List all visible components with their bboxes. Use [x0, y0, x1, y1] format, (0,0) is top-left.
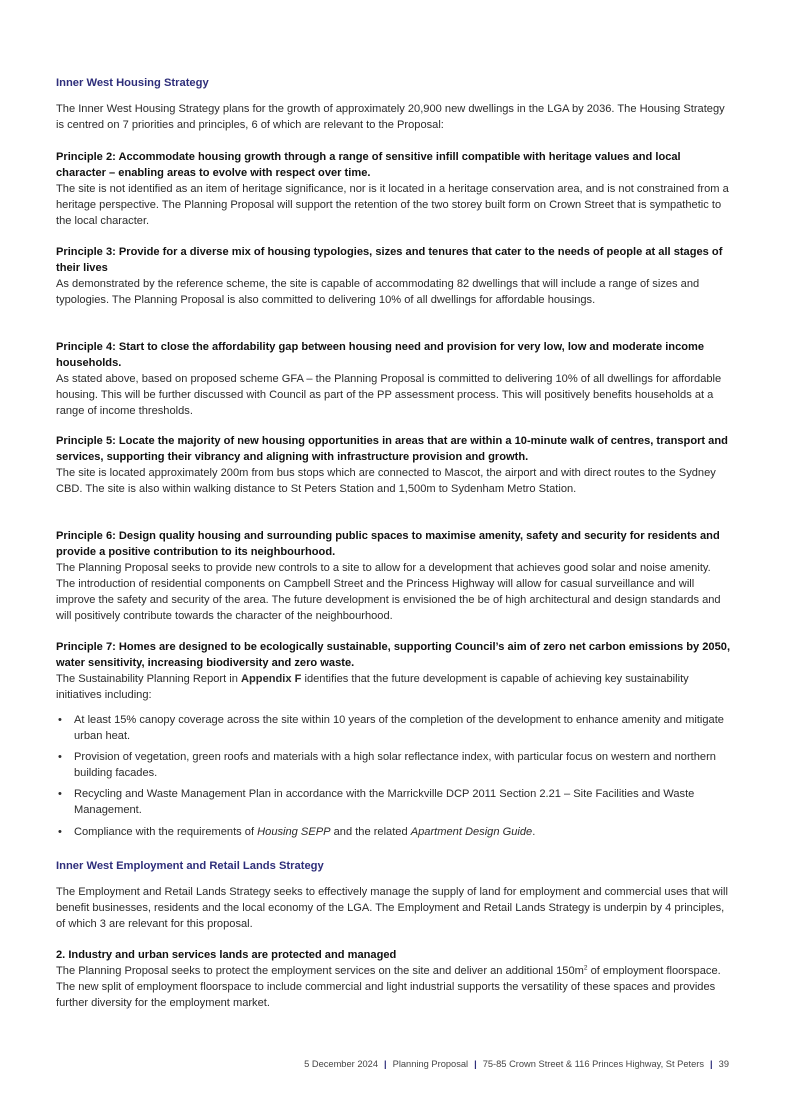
document-title-italic: Apartment Design Guide: [410, 825, 533, 838]
principle-title: Principle 6: Design quality housing and surrounding public spaces to maximise amenity, safety and security for residents and provide a positive contribution to its neighbourhood.: [56, 530, 720, 558]
page-number: 39: [718, 1059, 729, 1069]
housing-strategy-heading: Inner West Housing Strategy: [56, 77, 209, 89]
employment-strategy-heading: Inner West Employment and Retail Lands Strategy: [56, 860, 324, 872]
footer-separator: |: [710, 1059, 713, 1069]
footer-address: 75-85 Crown Street & 116 Princes Highway, St Peters: [482, 1059, 705, 1069]
principle-7: [56, 640, 732, 704]
principle-title: Principle 2: Accommodate housing growth through a range of sensitive infill compatible with heritage values and local character – enabling areas to evolve with respect over time.: [56, 151, 681, 179]
housing-strategy-intro: The Inner West Housing Strategy plans for the growth of approximately 20,900 new dwellings in the LGA by 2036. The Housing Strategy is centred on 7 priorities and principles, 6 of which are relevant to the Proposal:: [56, 103, 725, 131]
footer-doc-title: Planning Proposal: [392, 1059, 469, 1069]
employment-strategy-intro: The Employment and Retail Lands Strategy seeks to effectively manage the supply of land for employment and commercial uses that will benefit businesses, residents and the local economy of the LGA. The Employment and Retail Lands Strategy is underpin by 4 principles, of which 3 are relevant for this proposal.: [56, 886, 728, 930]
text-segment: of employment floorspace. The new split of employment floorspace to include commercial and light industrial supports the versatility of these spaces and provides further diversity for the employment market.: [56, 964, 721, 1009]
list-item: [56, 750, 732, 782]
bullet-icon: •: [58, 788, 62, 801]
list-item-text: [74, 826, 535, 838]
text-segment: .: [532, 825, 536, 838]
principle-title: Principle 7: Homes are designed to be ecologically sustainable, supporting Council’s aim of zero net carbon emissions by 2050, water sensitivity, increasing biodiversity and zero waste.: [56, 641, 731, 669]
principle-title: Principle 5: Locate the majority of new housing opportunities in areas that are within a 10-minute walk of centres, transport and services, supporting their vibrancy and aligning with infrastructure provision and growth.: [56, 435, 728, 463]
employment-item-2: [56, 948, 732, 1012]
list-item: [56, 787, 732, 819]
principle-body: [56, 672, 732, 704]
footer-date: 5 December 2024: [304, 1059, 379, 1069]
list-item-text: Provision of vegetation, green roofs and materials with a high solar reflectance index, with particular focus on western and northern building facades.: [74, 751, 716, 780]
list-item: [56, 713, 732, 745]
principle-body: As stated above, based on proposed scheme GFA – the Planning Proposal is committed to delivering 10% of all dwellings for affordable housing. This will be further discussed with Council as part of the PP assessment process. This will positively benefits households at a range of income thresholds.: [56, 372, 722, 417]
list-item-text: At least 15% canopy coverage across the site within 10 years of the completion of the development to enhance amenity and mitigate urban heat.: [74, 714, 724, 742]
item-title: 2. Industry and urban services lands are protected and managed: [56, 949, 397, 961]
principle-5: [56, 434, 732, 498]
appendix-reference: Appendix F: [241, 672, 302, 685]
bullet-icon: •: [58, 751, 62, 764]
principle-title: Principle 3: Provide for a diverse mix of housing typologies, sizes and tenures that cater to the needs of people at all stages of their lives: [56, 246, 723, 274]
bullet-icon: •: [58, 825, 62, 838]
principle-body: The Planning Proposal seeks to provide new controls to a site to allow for a development that achieves good solar and noise amenity. The introduction of residential components on Campbell Street and the Princess Highway will allow for casual surveillance and will improve the safety and security of the area. The future development is envisioned the be of high architectural and design standards and will positively contribute towards the character of the neighbourhood.: [56, 561, 721, 622]
principle-body: As demonstrated by the reference scheme, the site is capable of accommodating 82 dwellings that will include a range of sizes and typologies. The Planning Proposal is also committed to delivering 10% of all dwellings for affordable housings.: [56, 277, 700, 306]
footer-separator: |: [474, 1059, 477, 1069]
body-text: identifies that the future development is capable of achieving key sustainability initiatives including:: [56, 672, 689, 701]
page-footer: [304, 1059, 729, 1069]
text-segment: Compliance with the requirements of: [74, 825, 258, 838]
body-text: The Sustainability Planning Report in: [56, 672, 242, 685]
bullet-icon: •: [58, 714, 62, 726]
principle-4: [56, 340, 732, 420]
sustainability-bullet-list: [56, 713, 732, 846]
footer-separator: |: [384, 1059, 387, 1069]
text-segment: and the related: [330, 825, 411, 838]
list-item: [56, 825, 732, 841]
text-segment: The Planning Proposal seeks to protect the employment services on the site and deliver an additional 150m: [56, 964, 584, 977]
principle-3: [56, 245, 732, 309]
item-body: [56, 964, 732, 1012]
principle-6: [56, 529, 732, 624]
principle-title: Principle 4: Start to close the affordability gap between housing need and provision for very low, low and moderate income households.: [56, 341, 705, 369]
principle-2: [56, 150, 732, 230]
list-item-text: Recycling and Waste Management Plan in accordance with the Marrickville DCP 2011 Section 2.21 – Site Facilities and Waste Management.: [74, 788, 695, 817]
superscript: 2: [583, 964, 588, 972]
document-title-italic: Housing SEPP: [257, 825, 331, 838]
principle-body: The site is not identified as an item of heritage significance, nor is it located in a heritage conservation area, and is not constrained from a heritage perspective. The Planning Proposal will support the retention of the two storey built form on Crown Street that is sympathetic to the local character.: [56, 182, 729, 227]
principle-body: The site is located approximately 200m from bus stops which are connected to Mascot, the airport and with direct routes to the Sydney CBD. The site is also within walking distance to St Peters Station and 1,500m to Sydenham Metro Station.: [56, 466, 716, 495]
